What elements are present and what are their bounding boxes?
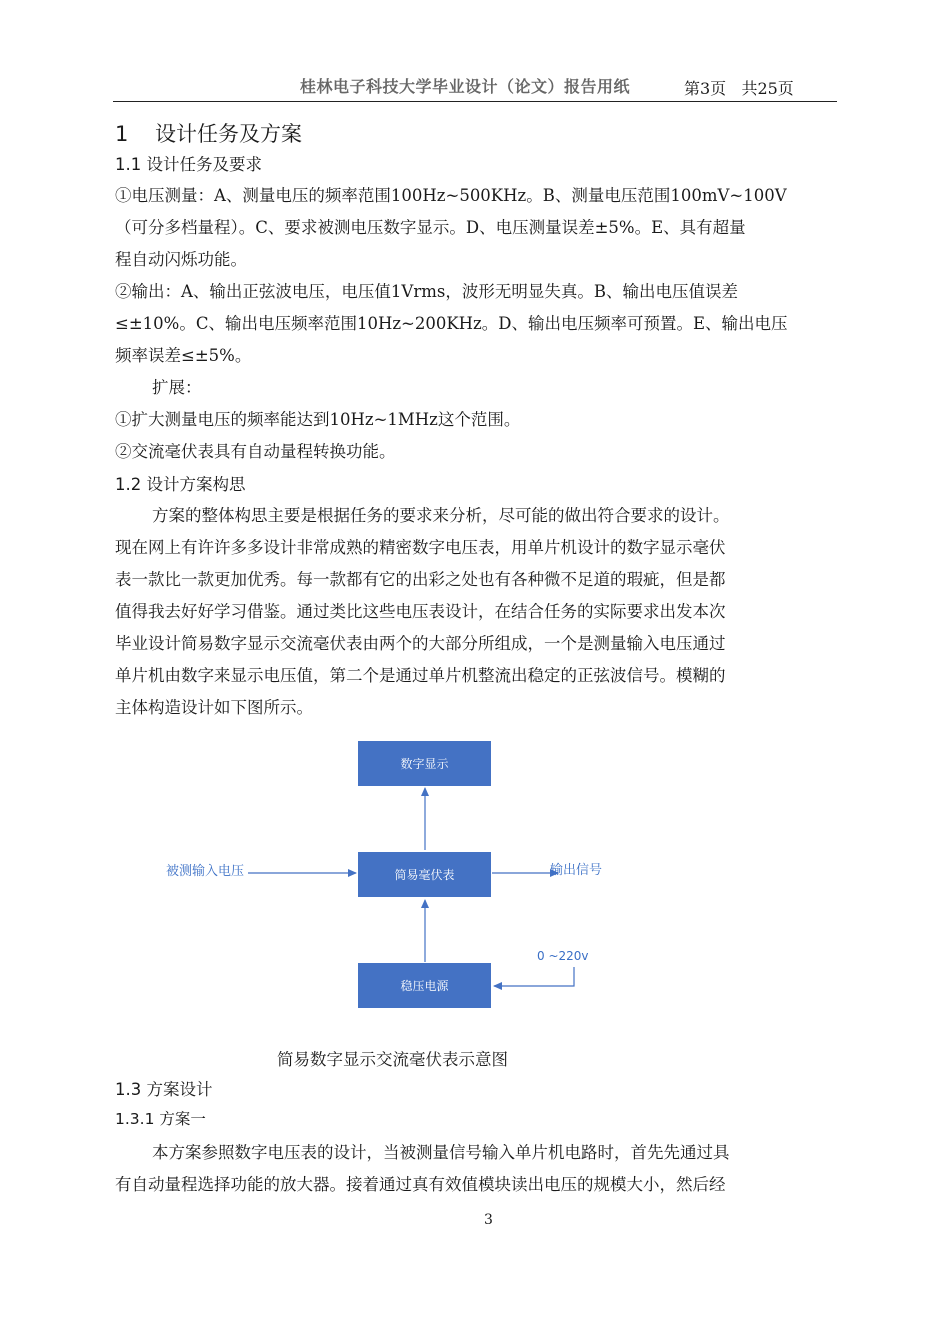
page-number: 3: [484, 1212, 493, 1228]
paragraph-line: 表一款比一款更加优秀。每一款都有它的出彩之处也有各种微不足道的瑕疵，但是都: [115, 570, 726, 589]
box-regulated-power: 稳压电源: [358, 963, 491, 1008]
paragraph-line: 程自动闪烁功能。: [115, 250, 247, 269]
section-1-1-heading: 1.1 设计任务及要求: [115, 155, 262, 174]
section-1-3-heading: 1.3 方案设计: [115, 1080, 213, 1099]
box-millivoltmeter: 简易毫伏表: [358, 852, 491, 897]
paragraph-line: ②输出：A、输出正弦波电压，电压值1Vrms，波形无明显失真。B、输出电压值误差: [115, 282, 738, 301]
extension-title: 扩展：: [152, 378, 202, 397]
paragraph-line: 方案的整体构思主要是根据任务的要求来分析，尽可能的做出符合要求的设计。: [152, 506, 730, 525]
paragraph-line: 毕业设计简易数字显示交流毫伏表由两个的大部分所组成，一个是测量输入电压通过: [115, 634, 726, 653]
paragraph-line: 值得我去好好学习借鉴。通过类比这些电压表设计，在结合任务的实际要求出发本次: [115, 602, 726, 621]
figure-caption: 简易数字显示交流毫伏表示意图: [277, 1050, 508, 1069]
paragraph-line: ①扩大测量电压的频率能达到10Hz~1MHz这个范围。: [115, 410, 521, 429]
paragraph-line: ≤±10%。C、输出电压频率范围10Hz~200KHz。D、输出电压频率可预置。E、输出电压: [115, 314, 788, 333]
header-page-info: 第3页 共25页: [684, 79, 794, 98]
paragraph-line: （可分多档量程）。C、要求被测电压数字显示。D、电压测量误差±5%。E、具有超量: [115, 218, 746, 237]
arrow-source-to-power: [494, 967, 574, 986]
paragraph-line: 单片机由数字来显示电压值，第二个是通过单片机整流出稳定的正弦波信号。模糊的: [115, 666, 726, 685]
header-title: 桂林电子科技大学毕业设计（论文）报告用纸: [300, 77, 631, 96]
paragraph-line: 有自动量程选择功能的放大器。接着通过真有效值模块读出电压的规模大小，然后经: [115, 1175, 726, 1194]
label-voltage-range: 0 ~220v: [537, 949, 589, 963]
paragraph-line: 频率误差≤±5%。: [115, 346, 252, 365]
paragraph-line: ①电压测量：A、测量电压的频率范围100Hz~500KHz。B、测量电压范围100mV~100V: [115, 186, 787, 205]
label-output-signal: 输出信号: [550, 863, 603, 878]
section-1-2-heading: 1.2 设计方案构思: [115, 475, 246, 494]
section-1-3-1-heading: 1.3.1 方案一: [115, 1110, 206, 1128]
paragraph-line: 现在网上有许许多多设计非常成熟的精密数字电压表，用单片机设计的数字显示毫伏: [115, 538, 726, 557]
paragraph-line: 主体构造设计如下图所示。: [115, 698, 313, 717]
header-divider: [113, 101, 837, 102]
box-digital-display: 数字显示: [358, 741, 491, 786]
label-measured-input: 被测输入电压: [166, 864, 245, 879]
paragraph-line: 本方案参照数字电压表的设计，当被测量信号输入单片机电路时，首先先通过具: [152, 1143, 730, 1162]
paragraph-line: ②交流毫伏表具有自动量程转换功能。: [115, 442, 396, 461]
section-1-heading: 1 设计任务及方案: [115, 122, 303, 146]
